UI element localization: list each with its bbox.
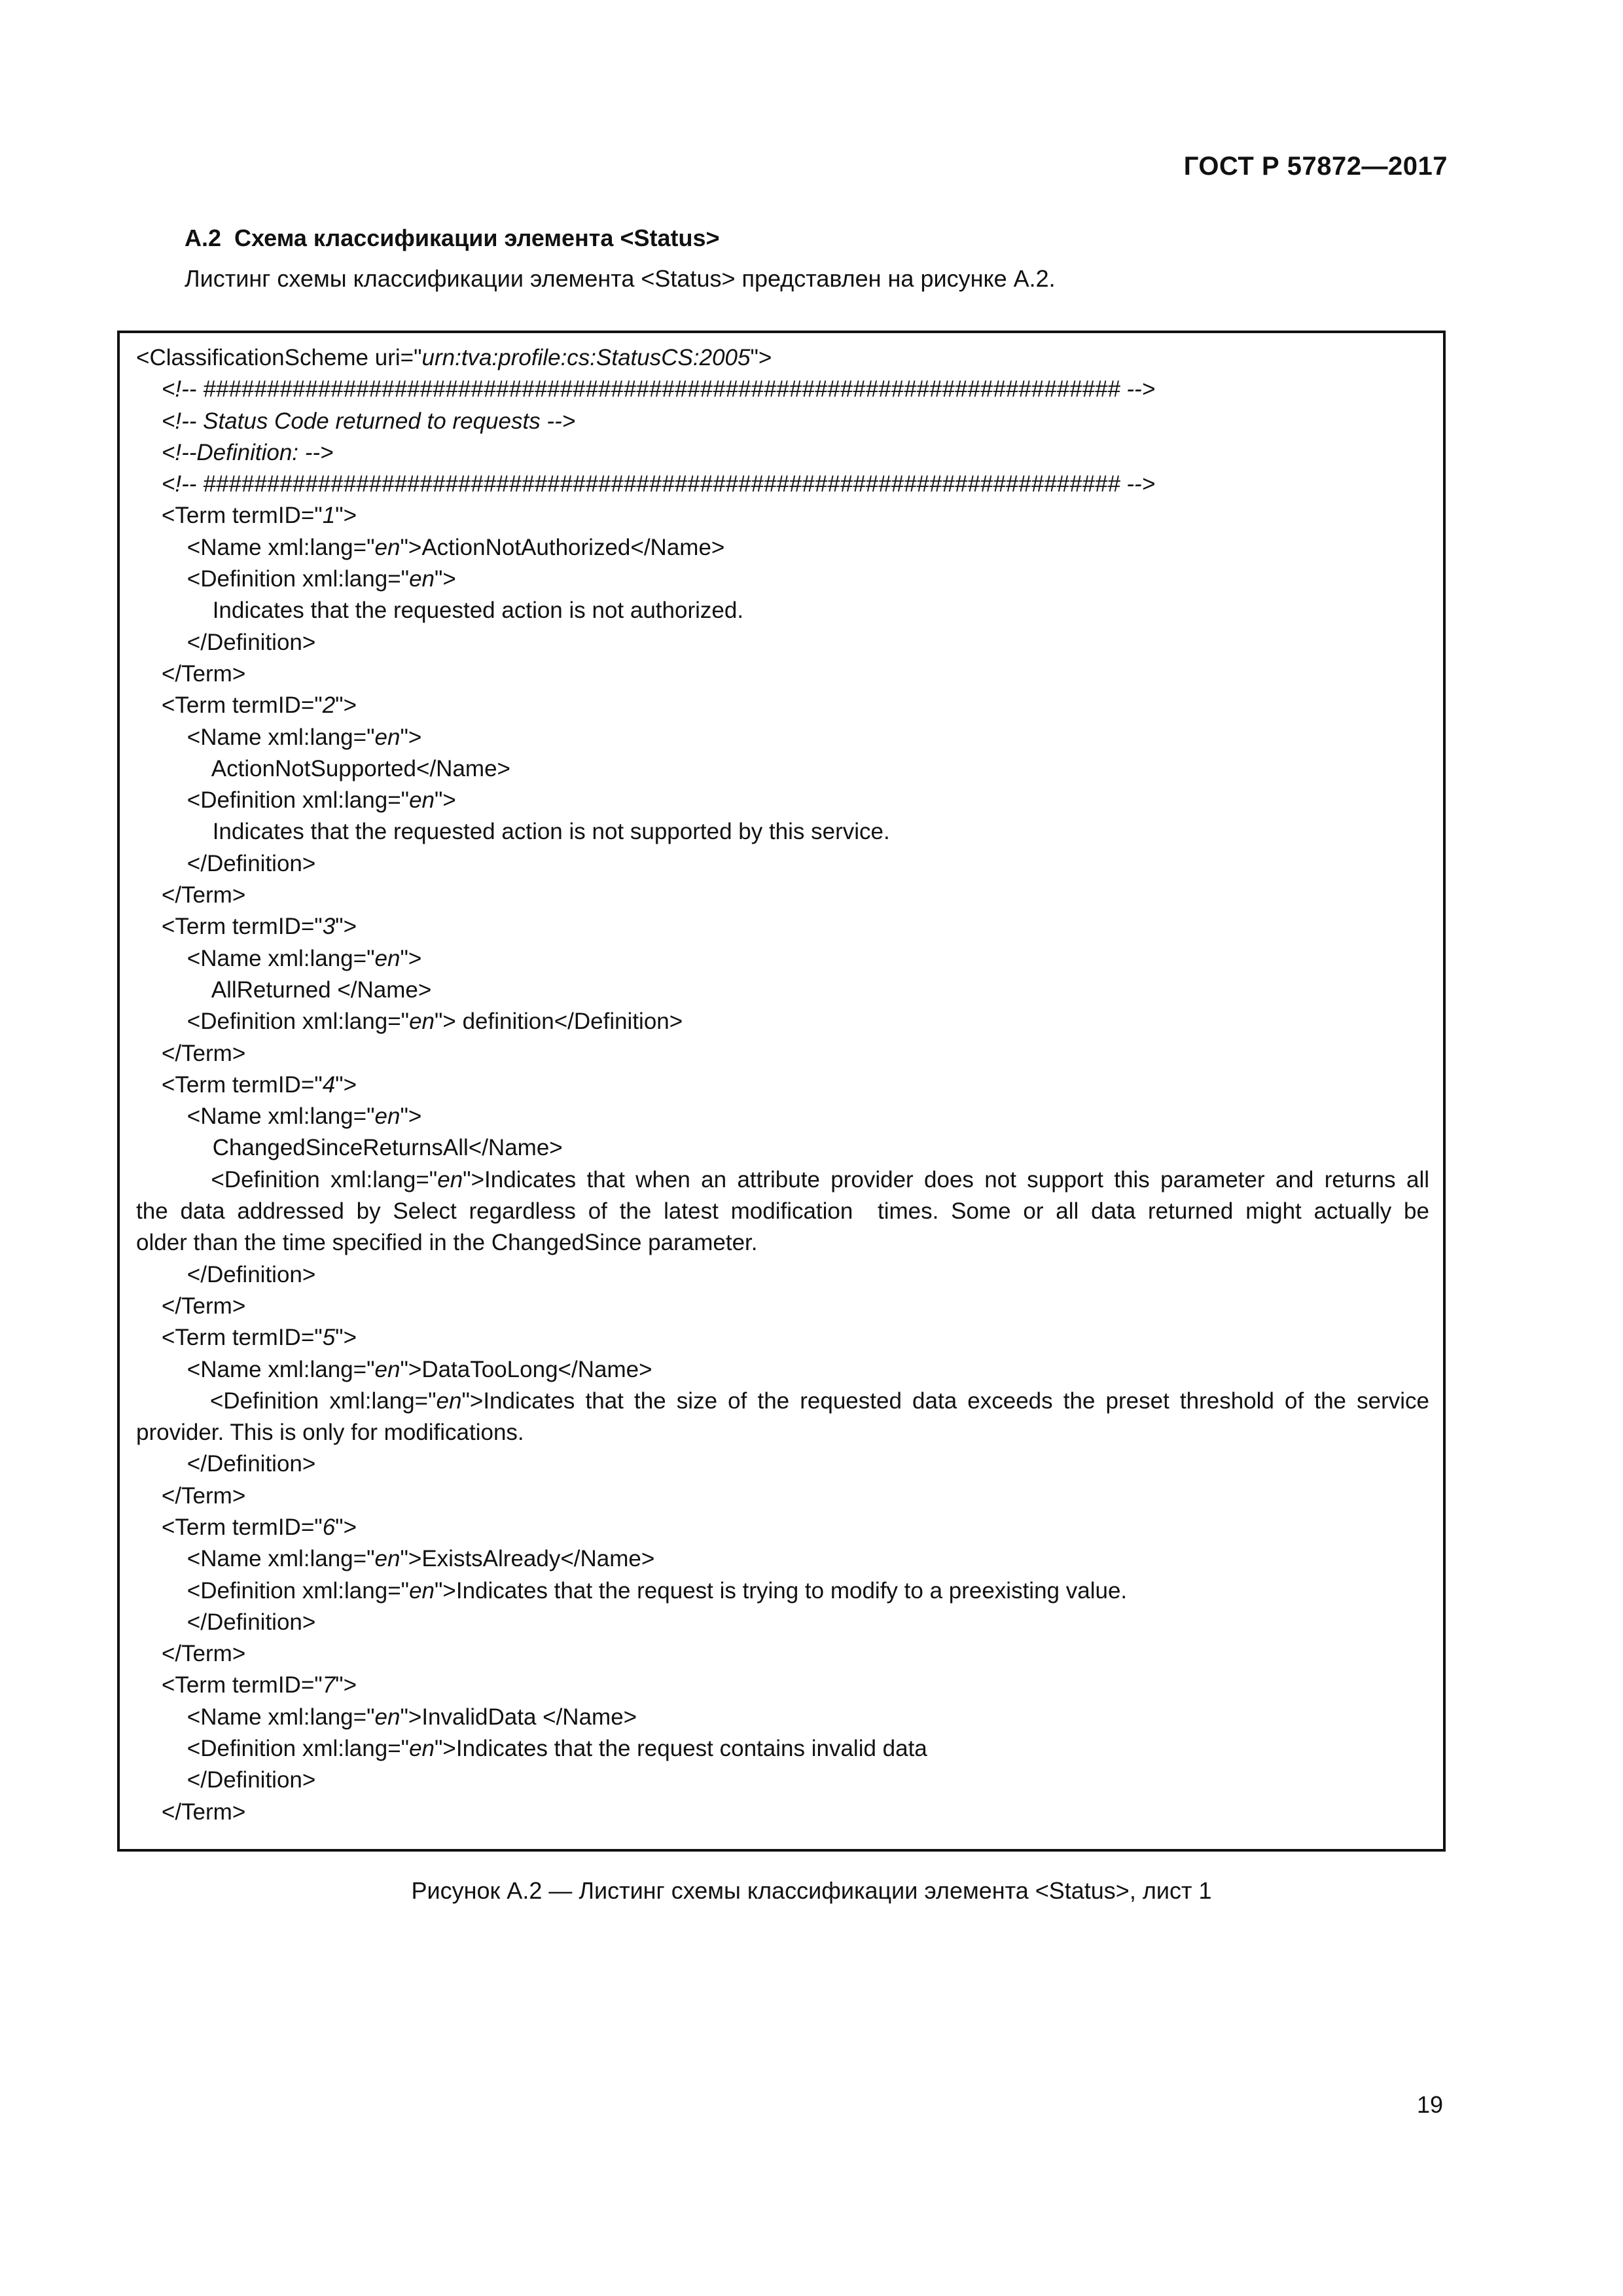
code-segment: <Name xml:lang=" <box>136 1704 375 1730</box>
code-segment: "> <box>435 566 456 592</box>
code-line <box>136 690 1429 721</box>
code-segment: </Definition> <box>136 1609 316 1635</box>
code-segment: <Term termID=" <box>136 914 323 940</box>
code-line <box>136 1259 1429 1291</box>
code-segment: urn:tva:profile:cs:StatusCS:2005 <box>421 345 751 370</box>
code-segment: the data addressed by Select regardless of the latest modification times. Some or all data returned might actually be <box>136 1198 1429 1225</box>
code-segment: <Definition xml:lang=" <box>136 1577 410 1604</box>
code-line <box>136 1322 1429 1354</box>
code-line <box>136 1069 1429 1101</box>
figure-caption: Рисунок А.2 — Листинг схемы классификации элемента <Status>, лист 1 <box>411 1877 1212 1904</box>
code-segment: </Term> <box>136 882 246 908</box>
code-line <box>136 1038 1429 1069</box>
page-number: 19 <box>1416 2091 1443 2118</box>
code-segment: </Term> <box>136 1040 246 1066</box>
code-segment: "> <box>335 692 357 719</box>
code-line <box>136 1354 1429 1386</box>
code-segment: en <box>374 1546 401 1572</box>
code-segment: ">Indicates that the request is trying to modify to a preexisting value. <box>435 1577 1128 1604</box>
code-segment: en <box>374 724 401 750</box>
code-segment: en <box>436 1388 462 1414</box>
code-segment: </Term> <box>136 1482 246 1509</box>
code-line <box>136 500 1429 531</box>
code-segment: ChangedSinceReturnsAll</Name> <box>136 1135 563 1161</box>
code-segment: </Definition> <box>136 629 316 655</box>
code-segment: Indicates that the requested action is not authorized. <box>136 598 744 624</box>
code-line <box>136 532 1429 564</box>
code-segment: <Definition xml:lang=" <box>136 1009 410 1035</box>
code-segment: ">InvalidData </Name> <box>400 1704 637 1730</box>
code-segment: 3 <box>322 914 336 940</box>
code-segment: </Term> <box>136 1641 246 1667</box>
code-line <box>136 785 1429 816</box>
code-segment: en <box>409 787 435 814</box>
code-segment: <Term termID=" <box>136 503 323 529</box>
code-line <box>136 1480 1429 1512</box>
code-segment: en <box>437 1166 463 1193</box>
code-listing-box <box>117 331 1446 1852</box>
code-line <box>136 1512 1429 1543</box>
code-segment: ">Indicates that when an attribute provider does not support this parameter and returns all <box>463 1166 1429 1193</box>
code-line <box>136 342 1429 374</box>
code-segment: </Definition> <box>136 1767 316 1793</box>
code-line <box>136 1132 1429 1164</box>
code-line <box>136 1291 1429 1322</box>
code-segment: "> <box>335 503 357 529</box>
code-segment: <!-- ######################################################################## --> <box>161 471 1156 497</box>
code-line <box>136 1448 1429 1480</box>
code-segment: en <box>374 1704 401 1730</box>
code-segment: </Term> <box>136 660 246 687</box>
code-segment: 5 <box>322 1325 336 1351</box>
code-segment: <Name xml:lang=" <box>136 1356 375 1382</box>
code-segment: ">Indicates that the size of the requested data exceeds the preset threshold of the service <box>461 1388 1429 1414</box>
code-segment: en <box>374 945 401 971</box>
code-segment: "> <box>435 787 456 814</box>
code-segment: Indicates that the requested action is not supported by this service. <box>136 819 890 845</box>
code-segment: "> <box>335 1672 357 1698</box>
code-line <box>136 943 1429 975</box>
code-segment: ">DataTooLong</Name> <box>400 1356 652 1382</box>
code-line <box>136 816 1429 848</box>
code-segment: "> <box>335 1514 357 1540</box>
code-segment: <Name xml:lang=" <box>136 1103 375 1130</box>
code-segment: <Name xml:lang=" <box>136 534 375 560</box>
code-line <box>136 1638 1429 1670</box>
code-segment: </Definition> <box>136 1261 316 1287</box>
document-code: ГОСТ Р 57872—2017 <box>1183 152 1448 181</box>
code-line <box>136 437 1429 469</box>
code-line <box>136 1006 1429 1037</box>
code-segment: "> <box>400 724 422 750</box>
code-segment: "> definition</Definition> <box>435 1009 683 1035</box>
code-line <box>136 1575 1429 1607</box>
code-segment: AllReturned </Name> <box>136 977 432 1003</box>
code-line <box>136 848 1429 880</box>
code-line <box>136 1607 1429 1638</box>
code-segment <box>136 408 162 434</box>
code-line <box>136 469 1429 500</box>
code-line <box>136 1797 1429 1828</box>
code-segment: 1 <box>322 503 336 529</box>
code-segment <box>136 376 162 402</box>
code-segment: <Name xml:lang=" <box>136 945 375 971</box>
code-segment: en <box>374 1103 401 1130</box>
code-segment <box>136 471 162 497</box>
code-line <box>136 975 1429 1006</box>
code-segment: <Definition xml:lang=" <box>136 1166 438 1193</box>
code-line <box>136 1670 1429 1701</box>
code-line <box>136 1101 1429 1132</box>
code-segment: </Definition> <box>136 850 316 876</box>
code-line <box>136 722 1429 753</box>
code-segment: 2 <box>322 692 336 719</box>
code-segment: en <box>409 566 435 592</box>
code-line <box>136 374 1429 405</box>
code-segment: <Term termID=" <box>136 1071 323 1098</box>
code-segment: </Definition> <box>136 1451 316 1477</box>
code-segment: <Term termID=" <box>136 692 323 719</box>
code-segment: <!-- Status Code returned to requests --> <box>161 408 576 434</box>
code-line <box>136 627 1429 658</box>
code-listing <box>136 342 1429 1828</box>
code-line <box>136 1227 1429 1259</box>
code-segment: en <box>409 1009 435 1035</box>
code-segment: "> <box>335 1325 357 1351</box>
code-segment: 6 <box>322 1514 336 1540</box>
code-segment: en <box>374 1356 401 1382</box>
code-segment: <!-- ######################################################################## --> <box>161 376 1156 403</box>
code-segment: <Term termID=" <box>136 1514 323 1540</box>
code-line <box>136 1733 1429 1765</box>
code-line <box>136 880 1429 911</box>
code-segment: ">ActionNotAuthorized</Name> <box>400 534 725 560</box>
code-segment: en <box>409 1736 435 1762</box>
code-line <box>136 595 1429 626</box>
code-line <box>136 1417 1429 1448</box>
code-segment: "> <box>400 945 422 971</box>
code-line <box>136 1164 1429 1196</box>
code-segment: <!--Definition: --> <box>161 439 334 465</box>
section-heading: А.2 Схема классификации элемента <Status> <box>185 224 720 251</box>
code-segment: provider. This is only for modifications. <box>136 1420 524 1446</box>
code-line <box>136 1196 1429 1227</box>
code-segment: <Name xml:lang=" <box>136 724 375 750</box>
code-segment: </Term> <box>136 1799 246 1825</box>
code-segment: "> <box>400 1103 422 1130</box>
code-segment: ActionNotSupported</Name> <box>136 755 510 781</box>
code-segment: <Definition xml:lang=" <box>136 1388 437 1414</box>
code-line <box>136 753 1429 785</box>
code-segment: "> <box>335 1071 357 1098</box>
code-segment: "> <box>750 345 772 370</box>
code-segment: en <box>409 1577 435 1604</box>
code-segment: ">ExistsAlready</Name> <box>400 1546 655 1572</box>
code-line <box>136 1765 1429 1796</box>
code-segment: en <box>374 534 401 560</box>
code-line <box>136 1702 1429 1733</box>
code-segment: 7 <box>322 1672 336 1698</box>
code-line <box>136 564 1429 595</box>
code-line <box>136 1386 1429 1417</box>
code-line <box>136 911 1429 942</box>
code-segment: <Name xml:lang=" <box>136 1546 375 1572</box>
code-segment: <Definition xml:lang=" <box>136 787 410 814</box>
code-segment: <Definition xml:lang=" <box>136 566 410 592</box>
code-segment: </Term> <box>136 1293 246 1319</box>
code-line <box>136 658 1429 690</box>
intro-paragraph: Листинг схемы классификации элемента <Status> представлен на рисунке А.2. <box>185 265 1056 292</box>
code-segment: 4 <box>322 1071 336 1098</box>
code-segment: <Term termID=" <box>136 1672 323 1698</box>
code-segment <box>136 440 162 465</box>
code-segment: <Term termID=" <box>136 1325 323 1351</box>
code-line <box>136 1543 1429 1575</box>
code-segment: "> <box>335 914 357 940</box>
code-segment: <Definition xml:lang=" <box>136 1736 410 1762</box>
code-segment: <ClassificationScheme uri=" <box>136 345 422 370</box>
code-line <box>136 406 1429 437</box>
code-segment: ">Indicates that the request contains invalid data <box>435 1736 927 1762</box>
code-segment: older than the time specified in the ChangedSince parameter. <box>136 1230 758 1256</box>
